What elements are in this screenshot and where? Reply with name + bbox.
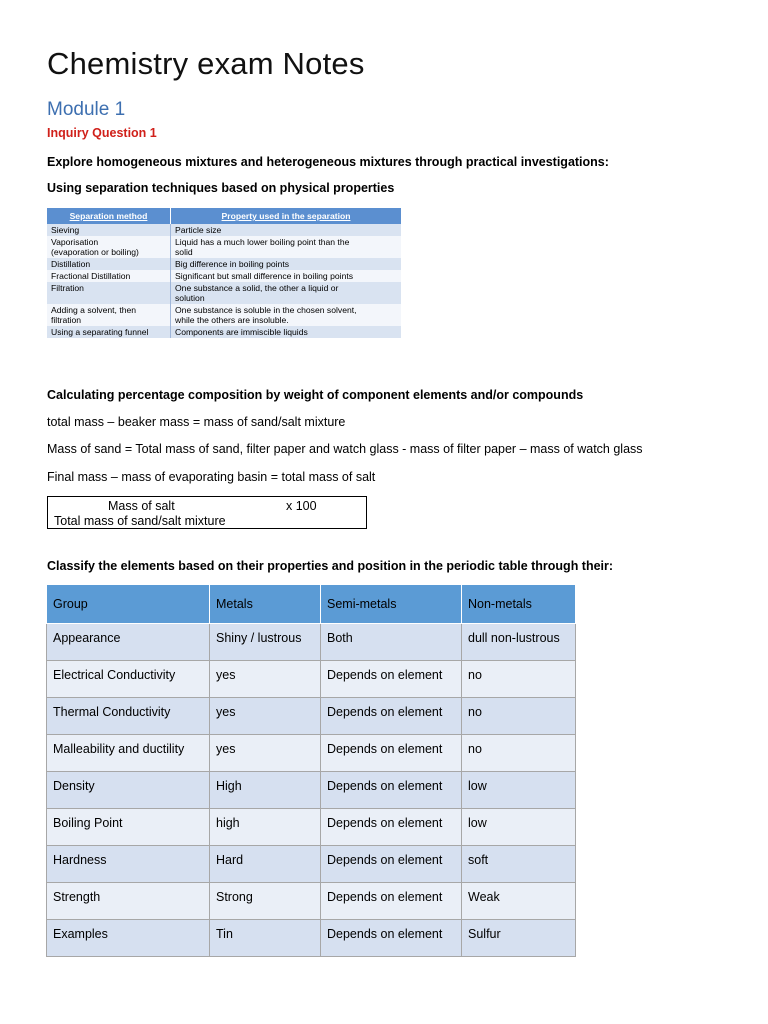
separation-table: [47, 208, 401, 338]
metals-cell: Strong: [210, 883, 321, 920]
metals-cell: Shiny / lustrous: [210, 624, 321, 661]
separation-property-cell: Liquid has a much lower boiling point than the solid: [171, 236, 402, 258]
separation-method-cell: Vaporisation (evaporation or boiling): [47, 236, 171, 258]
property-name-cell: Strength: [47, 883, 210, 920]
inquiry-heading: Inquiry Question 1: [47, 126, 157, 140]
semi-metals-cell: Depends on element: [321, 809, 462, 846]
separation-method-cell: Using a separating funnel: [47, 326, 171, 338]
separation-header-property: Property used in the separation: [171, 208, 402, 224]
separation-method-cell: Adding a solvent, then filtration: [47, 304, 171, 326]
non-metals-cell: low: [462, 809, 576, 846]
table-row: [47, 698, 576, 735]
semi-metals-cell: Depends on element: [321, 920, 462, 957]
metals-cell: Tin: [210, 920, 321, 957]
metals-cell: High: [210, 772, 321, 809]
properties-table-body: [47, 624, 576, 957]
table-row: [47, 846, 576, 883]
composition-line-1: total mass – beaker mass = mass of sand/salt mixture: [47, 415, 346, 429]
table-row: [47, 772, 576, 809]
table-row: [47, 326, 401, 338]
property-name-cell: Thermal Conductivity: [47, 698, 210, 735]
table-row: [47, 282, 401, 304]
separation-property-cell: One substance a solid, the other a liquid or solution: [171, 282, 402, 304]
props-header-group: Group: [47, 585, 210, 624]
table-row: [47, 258, 401, 270]
table-row: [47, 236, 401, 258]
non-metals-cell: dull non-lustrous: [462, 624, 576, 661]
table-row: [47, 624, 576, 661]
props-header-metals: Metals: [210, 585, 321, 624]
formula-box: [47, 496, 367, 529]
non-metals-cell: Weak: [462, 883, 576, 920]
separation-method-cell: Sieving: [47, 224, 171, 236]
metals-cell: Hard: [210, 846, 321, 883]
separation-property-cell: Components are immiscible liquids: [171, 326, 402, 338]
semi-metals-cell: Both: [321, 624, 462, 661]
semi-metals-cell: Depends on element: [321, 772, 462, 809]
props-header-non-metals: Non-metals: [462, 585, 576, 624]
semi-metals-cell: Depends on element: [321, 661, 462, 698]
non-metals-cell: no: [462, 698, 576, 735]
table-row: [47, 270, 401, 282]
formula-multiplier: x 100: [286, 499, 317, 513]
classify-heading: Classify the elements based on their properties and position in the periodic table through their:: [47, 559, 614, 573]
page-title: Chemistry exam Notes: [47, 46, 365, 81]
property-name-cell: Hardness: [47, 846, 210, 883]
semi-metals-cell: Depends on element: [321, 883, 462, 920]
non-metals-cell: no: [462, 661, 576, 698]
separation-method-cell: Filtration: [47, 282, 171, 304]
module-heading: Module 1: [47, 99, 126, 120]
separation-table-body: [47, 224, 401, 338]
property-name-cell: Appearance: [47, 624, 210, 661]
table-row: [47, 920, 576, 957]
formula-numerator: Mass of salt: [108, 499, 175, 513]
property-name-cell: Boiling Point: [47, 809, 210, 846]
metals-cell: yes: [210, 698, 321, 735]
intro-text: Explore homogeneous mixtures and heterogeneous mixtures through practical investigations:: [47, 155, 609, 169]
semi-metals-cell: Depends on element: [321, 698, 462, 735]
property-name-cell: Electrical Conductivity: [47, 661, 210, 698]
non-metals-cell: no: [462, 735, 576, 772]
metals-cell: high: [210, 809, 321, 846]
non-metals-cell: soft: [462, 846, 576, 883]
properties-table: [46, 584, 576, 957]
table-row: [47, 661, 576, 698]
semi-metals-cell: Depends on element: [321, 735, 462, 772]
formula-denominator: Total mass of sand/salt mixture: [54, 514, 226, 528]
table-row: [47, 883, 576, 920]
property-name-cell: Examples: [47, 920, 210, 957]
metals-cell: yes: [210, 661, 321, 698]
non-metals-cell: low: [462, 772, 576, 809]
props-header-semi-metals: Semi-metals: [321, 585, 462, 624]
separation-header-method: Separation method: [47, 208, 171, 224]
separation-method-cell: Fractional Distillation: [47, 270, 171, 282]
table-row: [47, 224, 401, 236]
separation-property-cell: Particle size: [171, 224, 402, 236]
table-row: [47, 735, 576, 772]
separation-method-cell: Distillation: [47, 258, 171, 270]
separation-property-cell: Big difference in boiling points: [171, 258, 402, 270]
semi-metals-cell: Depends on element: [321, 846, 462, 883]
separation-property-cell: Significant but small difference in boiling points: [171, 270, 402, 282]
property-name-cell: Density: [47, 772, 210, 809]
separation-property-cell: One substance is soluble in the chosen solvent, while the others are insoluble.: [171, 304, 402, 326]
table-row: [47, 304, 401, 326]
non-metals-cell: Sulfur: [462, 920, 576, 957]
property-name-cell: Malleability and ductility: [47, 735, 210, 772]
composition-heading: Calculating percentage composition by weight of component elements and/or compounds: [47, 388, 584, 402]
separation-subheading: Using separation techniques based on physical properties: [47, 181, 395, 195]
composition-line-2: Mass of sand = Total mass of sand, filter paper and watch glass - mass of filter paper – mass of watch glass: [47, 442, 643, 456]
table-row: [47, 809, 576, 846]
composition-line-3: Final mass – mass of evaporating basin = total mass of salt: [47, 470, 376, 484]
metals-cell: yes: [210, 735, 321, 772]
